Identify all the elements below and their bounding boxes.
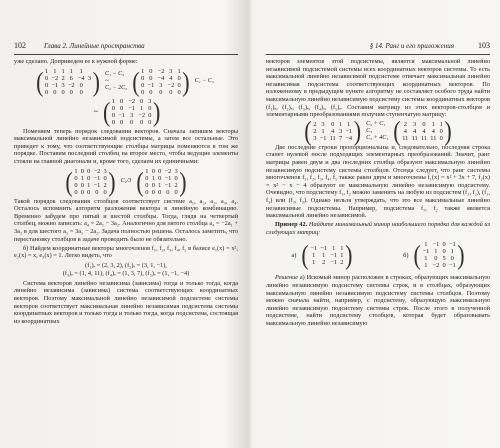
left-page-header: [14, 40, 238, 55]
matrix: ( 1 0 0 −2 3 0 1 0 −1 0 0 0 1 −1 2 0 0 0 0 0 ): [65, 165, 116, 197]
matrix-transform: [266, 115, 490, 147]
left-page-body: [14, 58, 238, 327]
solution-heading: Решение: [275, 274, 299, 282]
solution-text: а) Искомый минор расположен в строках, образующих максимальную линейно независимую подсистему системы строк, и в столбцах, образующих максимальную линейно независимую подсистему системы столбцов. Поэтому можно сначала найти, например, с подсистему, образующую максимальную линейно независимую подсистему системы строк. После этого в полученной подсистеме, найти подсистему столбцов, которая будет образовывать максимальную линейно независимую: [266, 274, 490, 327]
right-page-header: [266, 40, 490, 55]
coordinate-vectors: (f₁)ₑ = (2, 3, 2), (f₂)ₑ = (3, 1, −1), (f₃)ₑ = (1, 4, 11), (f₄)ₑ = (1, 3, 7), (f₅)ₑ = (1, −1, −4): [62, 261, 190, 277]
example-matrices: [266, 239, 490, 271]
row-operations: C₂ + C₁ C₃ C₃ + 4C₁: [366, 120, 389, 141]
matrix-table: 1 1 1 1 1 0 −2 2 6 −4 3 0 −1 3 −2 0 0 0 0 0 0: [45, 67, 92, 96]
paragraph: Поменяем теперь порядок следования векторов. Сначала запишем векторы максимальной линейно независимой подсистемы, а затем все остальные. Это приведет к тому, что соответствующие столбцы матрицы поменяются в том же порядке. Поставим последний столбец на второе место, чтобы ведущие элементы стояли на главной диагонали и, кроме того, сделаем их единичными:: [14, 127, 238, 165]
page-number: 103: [478, 41, 490, 50]
row-operations: C₁ − C₃ ~ C₂ − 2C₃: [104, 71, 128, 92]
matrix-transform-1: [14, 65, 238, 97]
matrix: ( 2 3 0 1 1 2 1 4 3 −1 3 −1 11 7 −4 ): [304, 115, 362, 147]
right-page: [252, 0, 500, 448]
example-question: Найдите минимальный минор наибольшего порядка для каждой из следующих матриц:: [266, 221, 491, 236]
page-number: 102: [14, 41, 26, 50]
label-b: б): [403, 251, 409, 259]
section-title: § 14. Ранг и его приложения: [369, 42, 454, 50]
row-operations: C₁ − C₃: [194, 78, 214, 85]
paragraph: векторов элементов этой подсистемы, является максимальной линейно независимой подсистемой системы всех координатных векторов системы. То есть максимальной линейно независимой подсистеме отвечает максимальная линейно независимая подсистема соответствующих координатных векторов. По изложенному в предыдущем пункте алгоритму не составляет особого труда найти максимальную линейно независимую подсистему системы координатных векторов (f₁)ₑ, (f₂)ₑ, (f₃)ₑ, (f₄)ₑ, (f₅)ₑ. Составим матрицу из этих векторов-столбцов и элементарными преобразованиями получим ступенчатую матрицу:: [266, 58, 490, 119]
example-42: [266, 221, 490, 236]
chapter-title: Глава 2. Линейные пространства: [44, 42, 145, 50]
matrix-b: ( 1 −1 0 −1 −1 1 0 1 1 0 5 0 1 −2 0 −1 ): [413, 239, 465, 271]
label-a: а): [291, 251, 297, 259]
paragraph: Такой порядок следования столбцов соответствует системе a₁, a₅, a₂, a₃, a₄. Осталось вспомнить алгоритм разложения вектора в линейную комбинацию. Временно забудем про пятый и шестой столбцы. Тогда, глядя на четвертый столбец, можно записать: a₄ = 2a₁ − 3a₂. Аналогично для пятого столбца a₄ = −2a₁ + 3a₂ в для шестого a₅ = 3a₁ − 2a₂. Задача полностью решена. Осталось заметить, что перестановку столбцов в задаче проводить было не обязательно.: [14, 197, 238, 243]
matrix: ( 1 0 0 −2 3 0 1 0 −1 0 0 0 1 −1 2 0 0 0 0 0 ): [136, 165, 187, 197]
right-page-body: [266, 58, 490, 329]
row-operations: C₂/3: [120, 178, 132, 185]
solution-paragraph: [266, 274, 490, 327]
matrix-a: ( −1 −1 1 1 1 1 −1 1 1 2 −1 2 ): [301, 239, 353, 271]
matrix: ( 1 1 1 1 1 0 −2 2 6 −4 3 0 −1 3 −2 0 0 0 0 0 0 ): [36, 65, 100, 97]
matrix-transform-3: [14, 165, 238, 197]
left-page: [0, 0, 248, 448]
example-heading: Пример 42.: [275, 221, 308, 229]
matrix: ( 1 0 −2 3 1 0 0 −4 4 0 0 −1 3 −2 0 0 0 0 0 0 ): [132, 65, 190, 97]
paragraph: Две последние строки пропорциональны и, следовательно, последняя строка станет нулевой после подходящих элементарных преобразований. Значит, ранг матрицы равен двум и два последних столбца образуют максимальную линейно независимую подсистему системы столбцов. Отсюда следует, что ранг системы многочленов f₁, f₂, f₃, f₄, f₅ также равен двум и многочлены f₁(x) = x² + 3x + 7, f₂(x) = x² − x − 4 образуют ее максимальную линейно независимую подсистему. Очевидно, что подсистему f₁, f₂ можно заменить на любую из подсистем (f₁, f₂), (f₁, f₃) или (f₂, f₃). Однако нельзя утверждать, что это все максимальные линейно независимые подсистемы. Например, подсистема f₁, f₂ также является максимальной линейно независимой.: [266, 143, 490, 220]
paragraph: б) Найдем координатные векторы многочленов f₁, f₂, f₃, f₄, f₅ в базисе e₁(x) = x², e₂(x) = x, e₃(x) = 1. Легко видеть, что: [14, 244, 238, 260]
paragraph: уже сделано. Доприведем ее к нужной форме:: [14, 58, 138, 65]
matrix: ( 2 3 0 1 1 4 4 4 4 0 11 11 11 11 0 ): [393, 115, 452, 147]
matrix: ( 1 0 −2 0 3 0 0 −1 1 0 0 −1 3 −2 0 0 0 0 0 0 ): [102, 95, 161, 127]
paragraph: Система векторов линейно независима (зависима) тогда и только тогда, когда линейно независима (зависима) система соответствующих координатных векторов. Поэтому максимальной линейно независимой подсистеме системы векторов соответствует максимальная линейно независимая подсистема системы координатных векторов и только тогда и только тогда, когда подсистема, состоящая из координатных: [14, 279, 239, 325]
matrix-transform-2: ~ ( 1 0 −2 0 3 0 0 −1 1 0 0 −1 3 −2 0 0 0 0 0 0 ): [93, 95, 161, 127]
